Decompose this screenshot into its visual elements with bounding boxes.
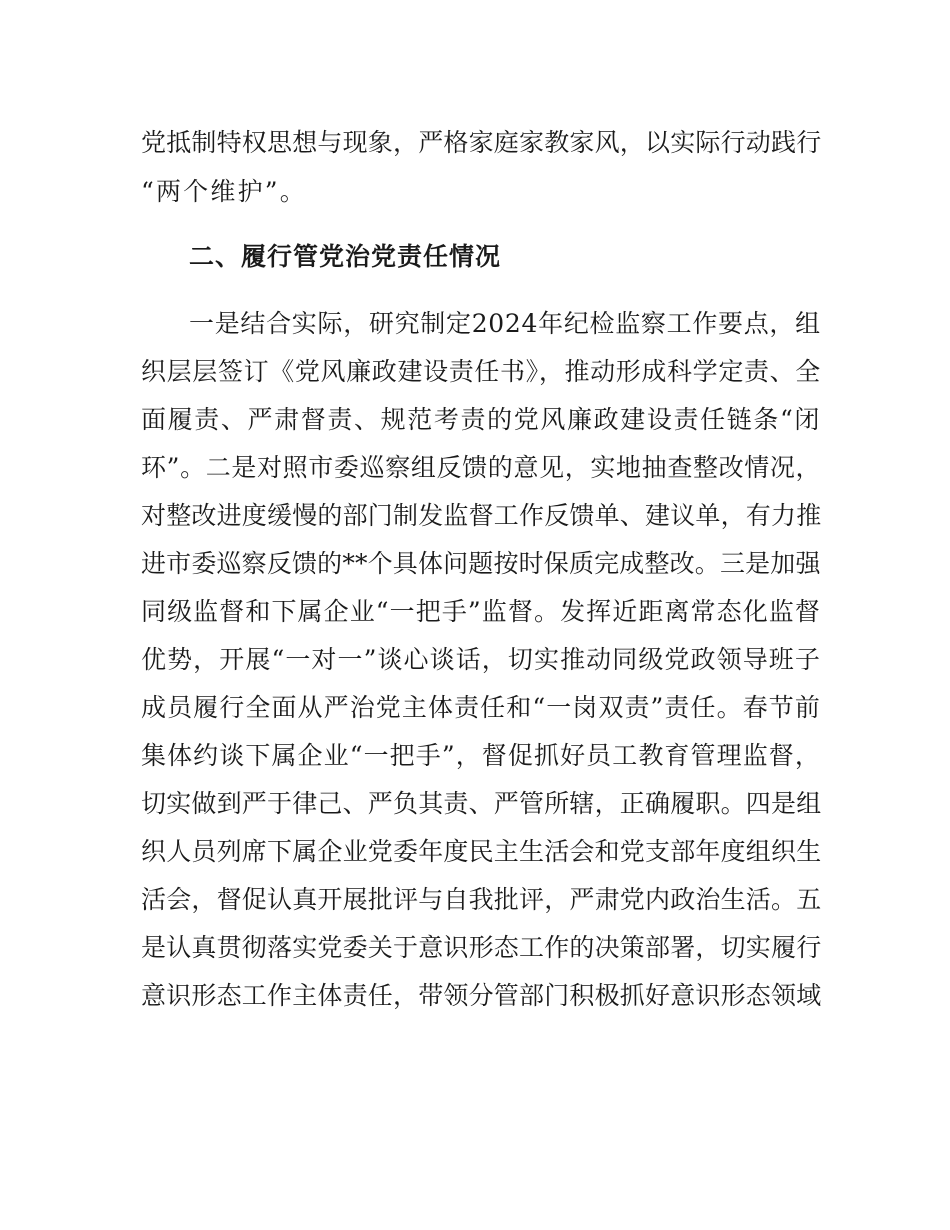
paragraph-line: 同级监督和下属企业“一把手”监督。发挥近距离常态化监督: [141, 597, 821, 626]
paragraph-line: 一是结合实际，研究制定2024年纪检监察工作要点，组: [189, 309, 821, 338]
paragraph-line: 面履责、严肃督责、规范考责的党风廉政建设责任链条“闭: [141, 405, 821, 434]
paragraph-line: 切实做到严于律己、严负其责、严管所辖，正确履职。四是组: [141, 789, 822, 818]
paragraph-line: 优势，开展“一对一”谈心谈话，切实推动同级党政领导班子: [141, 645, 821, 674]
paragraph-line: 对整改进度缓慢的部门制发监督工作反馈单、建议单，有力推: [141, 501, 822, 530]
paragraph-line: 活会，督促认真开展批评与自我批评，严肃党内政治生活。五: [141, 885, 822, 914]
paragraph-line: 党抵制特权思想与现象，严格家庭家教家风，以实际行动践行: [141, 128, 822, 157]
paragraph-line: 意识形态工作主体责任，带领分管部门积极抓好意识形态领域: [141, 981, 822, 1010]
paragraph-line: 织人员列席下属企业党委年度民主生活会和党支部年度组织生: [141, 837, 822, 866]
paragraph-line: “两个维护”。: [141, 177, 307, 206]
paragraph-line: 织层层签订《党风廉政建设责任书》，推动形成科学定责、全: [141, 357, 821, 386]
paragraph-line: 环”。二是对照市委巡察组反馈的意见，实地抽查整改情况，: [141, 453, 822, 482]
paragraph-line: 进市委巡察反馈的**个具体问题按时保质完成整改。三是加强: [141, 549, 821, 578]
paragraph-line: 成员履行全面从严治党主体责任和“一岗双责”责任。春节前: [141, 693, 821, 722]
section-heading: 二、履行管党治党责任情况: [189, 242, 502, 271]
paragraph-line: 集体约谈下属企业“一把手”，督促抓好员工教育管理监督，: [141, 741, 821, 770]
paragraph-line: 是认真贯彻落实党委关于意识形态工作的决策部署，切实履行: [141, 933, 822, 962]
